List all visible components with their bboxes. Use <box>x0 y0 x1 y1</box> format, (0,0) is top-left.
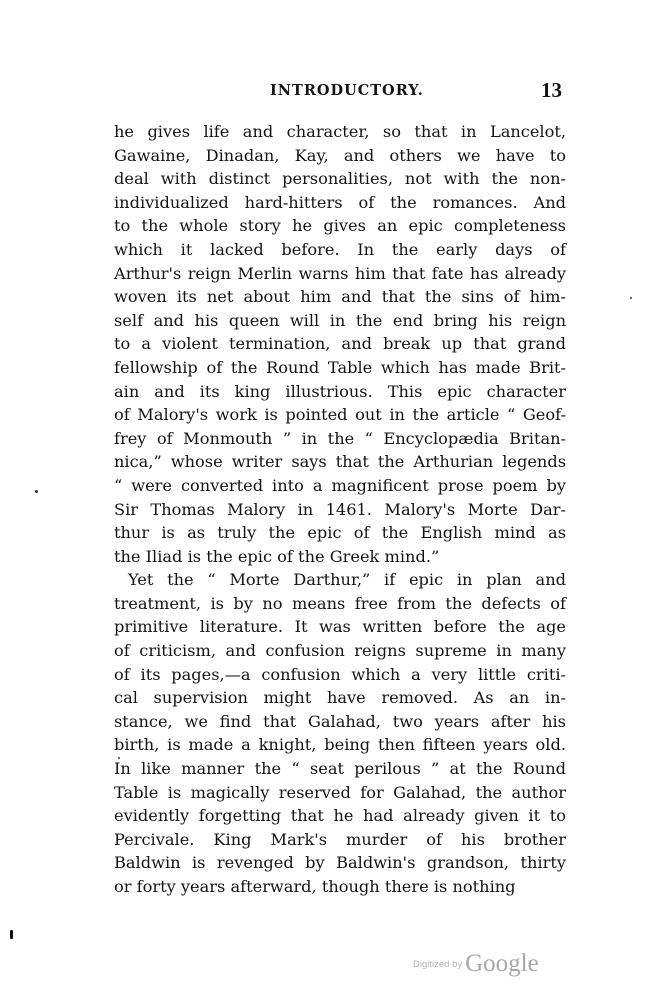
text-line: deal with distinct personalities, not with the non- <box>114 169 566 189</box>
text-line: of Malory's work is pointed out in the article “ Geof- <box>114 405 566 425</box>
text-line: stance, we find that Galahad, two years after his <box>114 711 566 731</box>
body-text <box>114 120 566 899</box>
text-line: thur is as truly the epic of the English mind as <box>114 523 566 543</box>
running-title: INTRODUCTORY. <box>270 82 424 99</box>
text-line: to a violent termination, and break up that grand <box>114 334 566 354</box>
text-line: Sir Thomas Malory in 1461. Malory's Morte Dar- <box>114 499 566 519</box>
text-line: to the whole story he gives an epic completeness <box>114 216 566 236</box>
text-line: primitive literature. It was written before the age <box>114 617 566 637</box>
text-line: or forty years afterward, though there is nothing <box>114 877 516 896</box>
text-line: birth, is made a knight, being then fifteen years old. <box>114 735 566 755</box>
scan-speck <box>35 490 38 493</box>
text-line: ain and its king illustrious. This epic character <box>114 381 566 401</box>
text-line: the Iliad is the epic of the Greek mind.” <box>114 546 440 566</box>
text-line: individualized hard-hitters of the romances. And <box>114 192 566 212</box>
scan-speck <box>630 297 632 299</box>
text-line: frey of Monmouth ” in the “ Encyclopædia Britan- <box>114 428 566 448</box>
scan-speck <box>118 757 120 759</box>
text-line: nica,” whose writer says that the Arthurian legends <box>114 452 566 472</box>
text-line: of its pages,—a confusion which a very little criti- <box>114 664 566 684</box>
text-line: Percivale. King Mark's murder of his brother <box>114 829 566 849</box>
text-line: “ were converted into a magnificent prose poem by <box>114 475 566 495</box>
text-line: Yet the “ Morte Darthur,” if epic in plan and <box>128 570 566 590</box>
text-line: he gives life and character, so that in Lancelot, <box>114 122 566 141</box>
text-line: fellowship of the Round Table which has made Brit- <box>114 357 566 377</box>
text-line: Table is magically reserved for Galahad, the author <box>114 782 566 802</box>
watermark-prefix: Digitized by <box>413 959 463 970</box>
text-line: cal supervision might have removed. As an in- <box>114 688 566 708</box>
paragraph <box>114 568 566 898</box>
text-line: of criticism, and confusion reigns supreme in many <box>114 641 566 661</box>
scan-speck <box>10 930 13 939</box>
paragraph <box>114 120 566 568</box>
google-logo: Google <box>465 950 539 977</box>
text-line: Arthur's reign Merlin warns him that fate has already <box>114 263 566 283</box>
text-line: Baldwin is revenged by Baldwin's grandson, thirty <box>114 853 566 873</box>
text-line: In like manner the “ seat perilous ” at the Round <box>114 759 566 779</box>
text-line: treatment, is by no means free from the defects of <box>114 593 566 613</box>
digitized-by-google-watermark <box>413 950 539 978</box>
text-line: Gawaine, Dinadan, Kay, and others we have to <box>114 145 566 165</box>
page-number: 13 <box>541 78 562 102</box>
text-line: woven its net about him and that the sins of him- <box>114 287 566 307</box>
text-line: evidently forgetting that he had already given it to <box>114 806 566 826</box>
text-line: which it lacked before. In the early days of <box>114 239 566 259</box>
text-line: self and his queen will in the end bring his reign <box>114 310 566 330</box>
page-header <box>114 78 562 106</box>
